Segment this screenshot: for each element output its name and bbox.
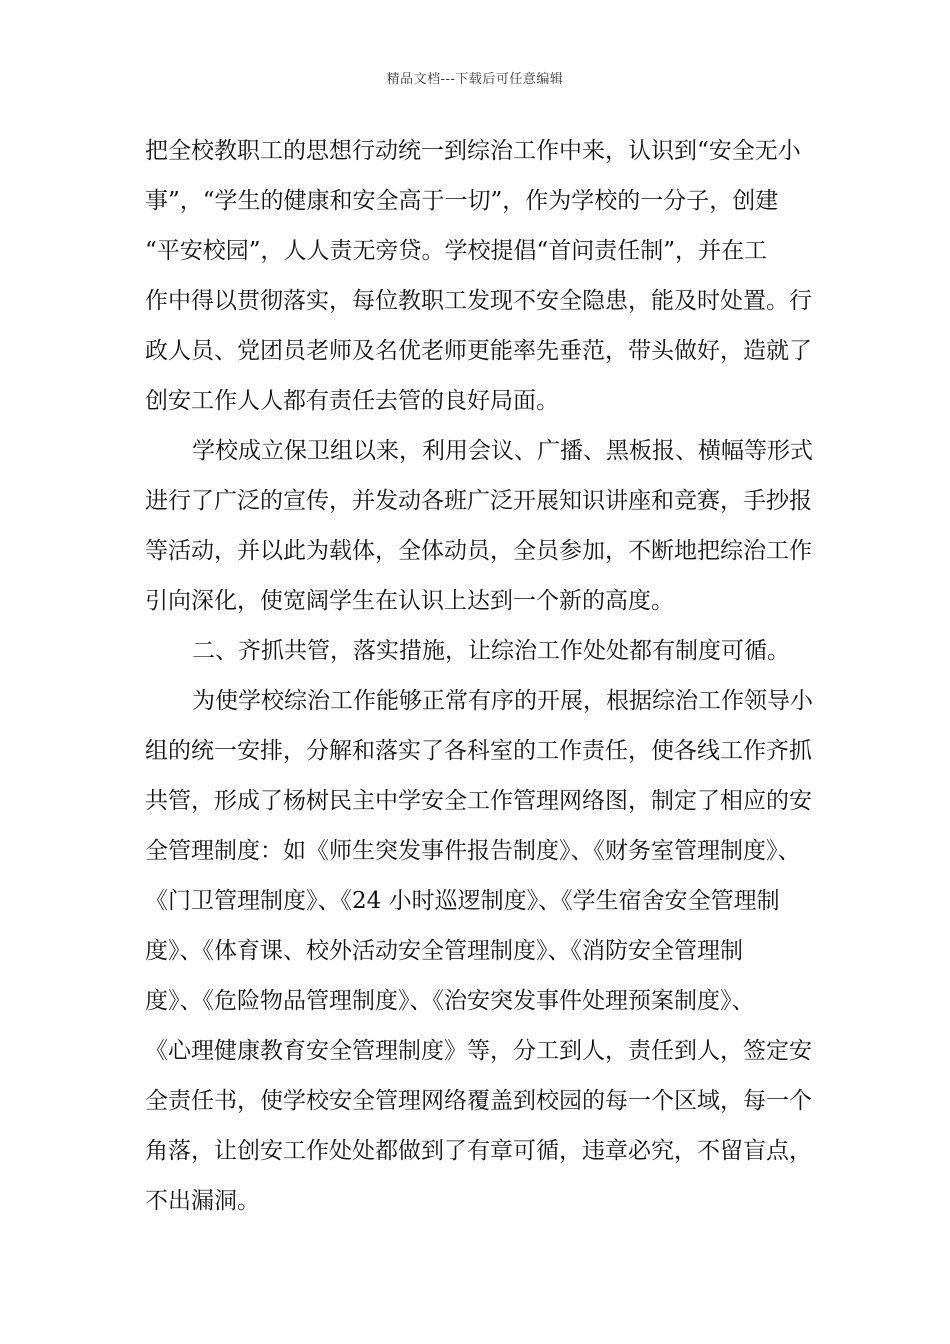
body-line: 等活动，并以此为载体，全体动员，全员参加，不断地把综治工作: [145, 538, 812, 564]
body-line: 《门卫管理制度》、《24 小时巡逻制度》、《学生宿舍安全管理制: [145, 888, 780, 914]
body-line: 《心理健康教育安全管理制度》等，分工到人，责任到人，签定安: [145, 1038, 812, 1064]
section-heading: 二、齐抓共管，落实措施，让综治工作处处都有制度可循。: [192, 638, 790, 664]
body-line: 创安工作人人都有责任去管的良好局面。: [145, 388, 559, 414]
page-header: 精品文档---下载后可任意编辑: [386, 72, 564, 87]
body-line: 进行了广泛的宣传，并发动各班广泛开展知识讲座和竞赛，手抄报: [145, 488, 812, 514]
body-line: 政人员、党团员老师及名优老师更能率先垂范，带头做好，造就了: [145, 338, 812, 364]
body-line: 全责任书，使学校安全管理网络覆盖到校园的每一个区域，每一个: [145, 1088, 812, 1114]
body-line: 作中得以贯彻落实，每位教职工发现不安全隐患，能及时处置。行: [145, 288, 812, 314]
body-line: 事”，“学生的健康和安全高于一切”，作为学校的一分子，创建: [145, 188, 779, 214]
body-line: 引向深化，使宽阔学生在认识上达到一个新的高度。: [145, 588, 674, 614]
body-line: 组的统一安排，分解和落实了各科室的工作责任，使各线工作齐抓: [145, 738, 812, 764]
body-line: 不出漏洞。: [145, 1188, 260, 1214]
body-line: 度》、《危险物品管理制度》、《治安突发事件处理预案制度》、: [145, 988, 755, 1014]
paragraph-first-line: 为使学校综治工作能够正常有序的开展，根据综治工作领导小: [192, 688, 813, 714]
paragraph-first-line: 学校成立保卫组以来，利用会议、广播、黑板报、横幅等形式: [192, 438, 813, 464]
body-line: 全管理制度：如《师生突发事件报告制度》、《财务室管理制度》、: [145, 838, 801, 864]
body-line: 共管，形成了杨树民主中学安全工作管理网络图，制定了相应的安: [145, 788, 812, 814]
body-line: 把全校教职工的思想行动统一到综治工作中来，认识到“安全无小: [145, 138, 801, 164]
body-line: 角落，让创安工作处处都做到了有章可循，违章必究，不留盲点，: [145, 1138, 812, 1164]
body-line: “平安校园”，人人责无旁贷。学校提倡“首问责任制”，并在工: [145, 238, 768, 264]
body-line: 度》、《体育课、校外活动安全管理制度》、《消防安全管理制: [145, 938, 743, 964]
